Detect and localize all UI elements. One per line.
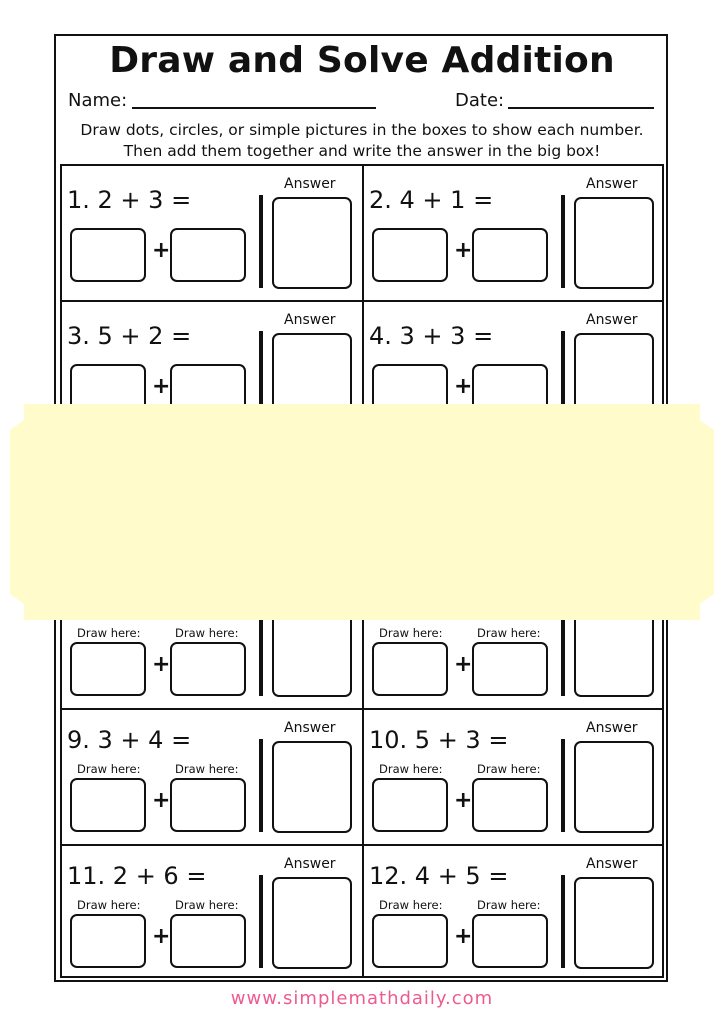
plus-sign: + bbox=[152, 788, 171, 813]
draw-box-first[interactable] bbox=[372, 642, 448, 696]
draw-here-label: Draw here: bbox=[77, 898, 141, 912]
answer-box[interactable] bbox=[574, 741, 654, 833]
instructions-line-1: Draw dots, circles, or simple pictures in the boxes to show each number. bbox=[80, 121, 644, 139]
problem-equation: 9. 3 + 4 = bbox=[67, 726, 192, 754]
problem-cell bbox=[62, 710, 364, 846]
plus-sign: + bbox=[454, 788, 473, 813]
name-label: Name: bbox=[68, 90, 128, 111]
draw-here-label: Draw here: bbox=[175, 898, 239, 912]
plus-sign: + bbox=[454, 652, 473, 677]
date-field[interactable] bbox=[508, 107, 654, 109]
problem-equation: 11. 2 + 6 = bbox=[67, 862, 207, 890]
problem-cell bbox=[364, 710, 666, 846]
problem-cell bbox=[62, 846, 364, 982]
separator-bar bbox=[259, 739, 263, 832]
plus-sign: + bbox=[152, 374, 171, 399]
problem-equation: 1. 2 + 3 = bbox=[67, 186, 192, 214]
draw-here-label: Draw here: bbox=[477, 626, 541, 640]
plus-sign: + bbox=[152, 652, 171, 677]
answer-label: Answer bbox=[586, 176, 638, 192]
problem-equation: 12. 4 + 5 = bbox=[369, 862, 509, 890]
instructions-line-2: Then add them together and write the answer in the big box! bbox=[123, 142, 601, 160]
page-title: Draw and Solve Addition bbox=[109, 40, 615, 81]
draw-box-first[interactable] bbox=[70, 914, 146, 968]
problem-cell bbox=[62, 166, 364, 302]
answer-box[interactable] bbox=[574, 197, 654, 289]
answer-label: Answer bbox=[284, 856, 336, 872]
answer-label: Answer bbox=[284, 720, 336, 736]
problem-equation: 4. 3 + 3 = bbox=[369, 322, 494, 350]
problem-equation: 3. 5 + 2 = bbox=[67, 322, 192, 350]
plus-sign: + bbox=[454, 374, 473, 399]
draw-box-second[interactable] bbox=[472, 778, 548, 832]
answer-label: Answer bbox=[586, 720, 638, 736]
separator-bar bbox=[561, 195, 565, 288]
draw-box-second[interactable] bbox=[170, 642, 246, 696]
answer-label: Answer bbox=[586, 856, 638, 872]
plus-sign: + bbox=[152, 238, 171, 263]
answer-label: Answer bbox=[586, 312, 638, 328]
separator-bar bbox=[259, 195, 263, 288]
problem-equation: 10. 5 + 3 = bbox=[369, 726, 509, 754]
draw-box-second[interactable] bbox=[472, 642, 548, 696]
draw-here-label: Draw here: bbox=[379, 898, 443, 912]
draw-here-label: Draw here: bbox=[77, 762, 141, 776]
answer-label: Answer bbox=[284, 312, 336, 328]
answer-label: Answer bbox=[284, 176, 336, 192]
plus-sign: + bbox=[152, 924, 171, 949]
draw-box-second[interactable] bbox=[472, 228, 548, 282]
draw-box-first[interactable] bbox=[372, 228, 448, 282]
draw-box-second[interactable] bbox=[170, 778, 246, 832]
problem-cell bbox=[364, 166, 666, 302]
overlay-banner bbox=[10, 404, 714, 620]
answer-box[interactable] bbox=[574, 877, 654, 969]
draw-box-second[interactable] bbox=[472, 914, 548, 968]
draw-box-second[interactable] bbox=[170, 914, 246, 968]
draw-here-label: Draw here: bbox=[77, 626, 141, 640]
draw-box-first[interactable] bbox=[372, 914, 448, 968]
draw-here-label: Draw here: bbox=[175, 762, 239, 776]
draw-box-first[interactable] bbox=[70, 228, 146, 282]
answer-box[interactable] bbox=[272, 741, 352, 833]
separator-bar bbox=[561, 739, 565, 832]
answer-box[interactable] bbox=[272, 877, 352, 969]
draw-here-label: Draw here: bbox=[379, 762, 443, 776]
draw-box-second[interactable] bbox=[170, 228, 246, 282]
date-label: Date: bbox=[455, 90, 505, 111]
separator-bar bbox=[259, 875, 263, 968]
draw-box-first[interactable] bbox=[372, 778, 448, 832]
problem-equation: 2. 4 + 1 = bbox=[369, 186, 494, 214]
problem-cell bbox=[364, 846, 666, 982]
name-field[interactable] bbox=[132, 107, 376, 109]
answer-box[interactable] bbox=[272, 197, 352, 289]
draw-here-label: Draw here: bbox=[477, 762, 541, 776]
draw-box-first[interactable] bbox=[70, 642, 146, 696]
separator-bar bbox=[561, 875, 565, 968]
plus-sign: + bbox=[454, 238, 473, 263]
draw-here-label: Draw here: bbox=[175, 626, 239, 640]
footer-url[interactable]: www.simplemathdaily.com bbox=[230, 988, 494, 1009]
draw-here-label: Draw here: bbox=[477, 898, 541, 912]
draw-here-label: Draw here: bbox=[379, 626, 443, 640]
draw-box-first[interactable] bbox=[70, 778, 146, 832]
plus-sign: + bbox=[454, 924, 473, 949]
